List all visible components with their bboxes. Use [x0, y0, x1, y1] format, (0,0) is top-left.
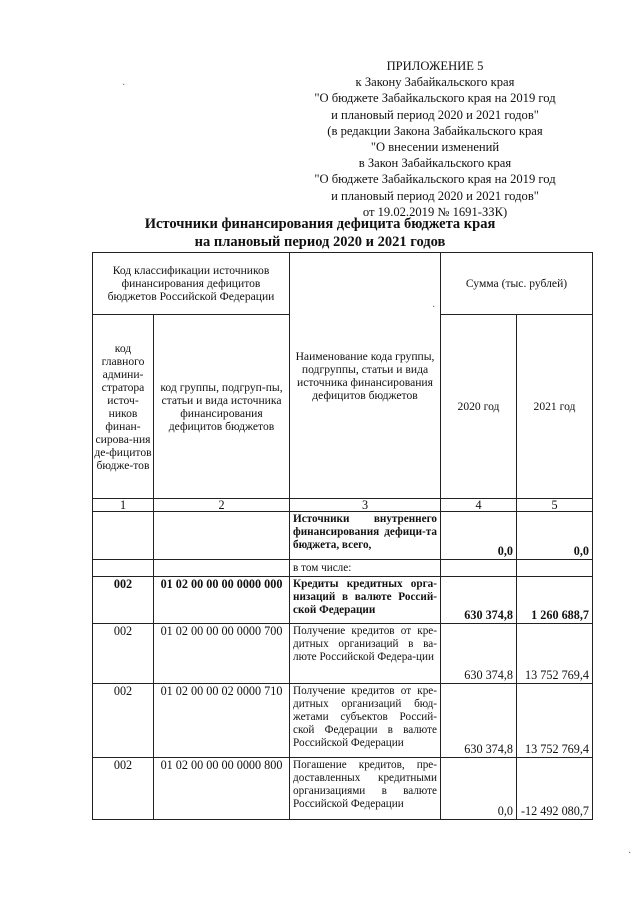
column-number: 5	[517, 499, 593, 512]
header-line: "О бюджете Забайкальского края на 2019 год	[314, 91, 556, 106]
admin-code-cell: 002	[93, 624, 154, 684]
document-title	[120, 215, 520, 251]
group-code-cell	[154, 560, 290, 577]
column-number: 3	[290, 499, 441, 512]
table-row	[93, 758, 593, 820]
table-row	[93, 512, 593, 560]
appendix-header	[300, 58, 570, 220]
column-number: 2	[154, 499, 290, 512]
admin-code-cell: 002	[93, 758, 154, 820]
title-line-1: Источники финансирования дефицита бюджета края	[144, 216, 496, 232]
source-name-cell: Источники внутреннего финансирования дефици-та бюджета, всего,	[290, 512, 441, 560]
header-line: в Закон Забайкальского края	[358, 156, 512, 171]
group-code-cell: 01 02 00 00 02 0000 710	[154, 684, 290, 758]
column-number: 4	[441, 499, 517, 512]
column-number: 1	[93, 499, 154, 512]
name-header: Наименование кода группы, подгруппы, статьи и вида источника финансирования дефицитов бюджетов	[290, 253, 441, 499]
admin-code-cell	[93, 560, 154, 577]
scan-dot: ·	[122, 80, 126, 91]
group-code-cell: 01 02 00 00 00 0000 700	[154, 624, 290, 684]
group-code-cell: 01 02 00 00 00 0000 000	[154, 577, 290, 624]
table-row	[93, 560, 593, 577]
header-line: ПРИЛОЖЕНИЕ 5	[386, 59, 484, 73]
amount-2020-cell	[441, 560, 517, 577]
admin-code-cell: 002	[93, 684, 154, 758]
amount-2021-cell: 13 752 769,4	[517, 624, 593, 684]
amount-2021-cell: 1 260 688,7	[517, 577, 593, 624]
header-line: от 19.02.2019 № 1691-ЗЗК)	[362, 204, 508, 219]
column-numbers-row	[93, 499, 593, 512]
year-2021-header: 2021 год	[517, 315, 593, 499]
amount-2021-cell: 0,0	[517, 512, 593, 560]
header-line: "О бюджете Забайкальского края на 2019 год	[314, 172, 556, 187]
financing-sources-table	[92, 252, 593, 820]
admin-code-cell: 002	[93, 577, 154, 624]
title-line-2: на плановый период 2020 и 2021 годов	[194, 234, 446, 250]
sum-header: Сумма (тыс. рублей)	[441, 253, 593, 315]
year-2020-header: 2020 год	[441, 315, 517, 499]
source-name-cell: Кредиты кредитных орга-низаций в валюте Россий-ской Федерации	[290, 577, 441, 624]
table-row	[93, 684, 593, 758]
scan-dot: ·	[432, 302, 436, 313]
header-line: (в редакции Закона Забайкальского края	[327, 123, 543, 138]
amount-2021-cell: -12 492 080,7	[517, 758, 593, 820]
admin-code-cell	[93, 512, 154, 560]
source-name-cell: Получение кредитов от кре-дитных организаций бюд-жетами субъектов Россий-ской Федерации в валюте Российской Федерации	[290, 684, 441, 758]
amount-2021-cell: 13 752 769,4	[517, 684, 593, 758]
group-code-header: код группы, подгруп-пы, статьи и вида источника финансирования дефицитов бюджетов	[154, 315, 290, 499]
table-header-row	[93, 253, 593, 315]
header-line: и плановый период 2020 и 2021 годов"	[331, 188, 539, 203]
table-row	[93, 624, 593, 684]
amount-2020-cell: 0,0	[441, 512, 517, 560]
group-code-cell: 01 02 00 00 00 0000 800	[154, 758, 290, 820]
admin-code-header: код главного админи-стратора источ-ников финан-сирова-ния де-фицитов бюдже-тов	[93, 315, 154, 499]
header-line: "О внесении изменений	[370, 140, 500, 155]
amount-2020-cell: 0,0	[441, 758, 517, 820]
amount-2020-cell: 630 374,8	[441, 577, 517, 624]
scan-dot: ·	[628, 848, 632, 859]
amount-2020-cell: 630 374,8	[441, 624, 517, 684]
table-row	[93, 577, 593, 624]
amount-2021-cell	[517, 560, 593, 577]
source-name-cell: в том числе:	[290, 560, 441, 577]
amount-2020-cell: 630 374,8	[441, 684, 517, 758]
group-code-cell	[154, 512, 290, 560]
header-line: и плановый период 2020 и 2021 годов"	[331, 107, 539, 122]
source-name-cell: Погашение кредитов, пре-доставленных кредитными организациями в валюте Российской Федерации	[290, 758, 441, 820]
header-line: к Закону Забайкальского края	[355, 75, 515, 90]
source-name-cell: Получение кредитов от кре-дитных организаций в ва-люте Российской Федера-ции	[290, 624, 441, 684]
classification-code-header: Код классификации источников финансирования дефицитов бюджетов Российской Федерации	[93, 253, 290, 315]
